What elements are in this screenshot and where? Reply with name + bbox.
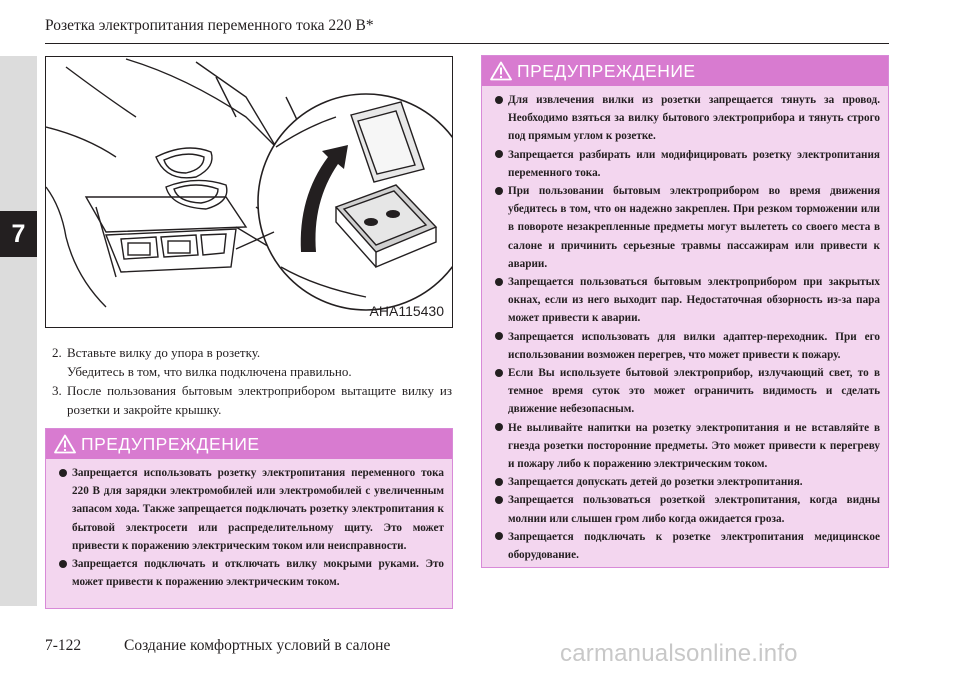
watermark[interactable]: carmanualsonline.info [560,640,798,667]
warning-box-right [481,55,889,568]
warning-item: Запрещается допускать детей до розетки электропитания. [495,473,880,491]
warning-list [46,459,452,595]
warning-item: Запрещается использовать для вилки адаптер-переходник. При его использовании возможен перегрев, что может привести к пожару. [495,328,880,364]
header-rule [45,43,889,44]
figure-code: AHA115430 [369,303,444,319]
figure-box [45,56,453,328]
warning-header [46,429,452,459]
step-text: После пользования бытовым электроприбором вытащите вилку из розетки и закройте крышку. [67,383,452,417]
warning-item: Запрещается подключать и отключать вилку мокрыми руками. Это может привести к поражению электрическим током. [59,555,444,591]
step-item [52,343,452,362]
step-number: 3. [52,383,62,398]
chapter-side-tab [0,56,37,606]
header-title: Розетка электропитания переменного тока 220 В* [45,17,374,34]
instruction-steps [52,343,452,419]
step-text: Вставьте вилку до упора в розетку. [67,345,261,360]
step-number [52,362,67,381]
warning-item: Запрещается пользоваться бытовым электроприбором при закрытых окнах, если из него выходит пар. Недостаточная обзорность из-за пара может привести к аварии. [495,273,880,328]
step-text: Убедитесь в том, что вилка подключена правильно. [67,364,352,379]
step-item [52,362,452,381]
warning-item: Запрещается пользоваться розеткой электропитания, когда видны молнии или слышен гром либо когда ожидается гроза. [495,491,880,527]
footer-section-title: Создание комфортных условий в салоне [124,637,391,654]
warning-title: ПРЕДУПРЕЖДЕНИЕ [81,433,260,454]
footer-page-number: 7-122 [45,637,82,654]
step-number: 2. [52,345,62,360]
warning-item: Запрещается подключать к розетке электропитания медицинское оборудование. [495,528,880,564]
warning-item: Запрещается разбирать или модифицировать розетку электропитания переменного тока. [495,146,880,182]
warning-item: Если Вы используете бытовой электроприбор, излучающий свет, то в темное время суток это может ограничить видимость и сделать движение небезопасным. [495,364,880,419]
warning-box-left [45,428,453,609]
warning-item: Для извлечения вилки из розетки запрещается тянуть за провод. Необходимо взяться за вилку бытового электроприбора и тянуть строго под прямым углом к розетке. [495,91,880,146]
socket-illustration [46,57,453,328]
step-item [52,381,452,419]
warning-item: Не выливайте напитки на розетку электропитания и не вставляйте в гнезда розетки посторонние предметы. Это может привести к перегреву и пожару либо к поражению электрическим током. [495,419,880,474]
warning-list [482,86,888,568]
warning-header [482,56,888,86]
chapter-number: 7 [0,211,37,257]
warning-item: Запрещается использовать розетку электропитания переменного тока 220 В для зарядки электромобилей или электромобилей с увеличенным запасом хода. Также запрещается подключать розетку электропитания к бытовой электросети или распределительному щиту. Это может привести к поражению электрическим током или неисправности. [59,464,444,555]
warning-triangle-icon [490,61,512,81]
warning-triangle-icon [54,434,76,454]
warning-title: ПРЕДУПРЕЖДЕНИЕ [517,60,696,81]
warning-item: При пользовании бытовым электроприбором во время движения убедитесь в том, что он надежно закреплен. При резком торможении или в повороте незакрепленные предметы могут вылететь со своего места в салоне и причинить серьезные травмы пассажирам или привести к аварии. [495,182,880,273]
